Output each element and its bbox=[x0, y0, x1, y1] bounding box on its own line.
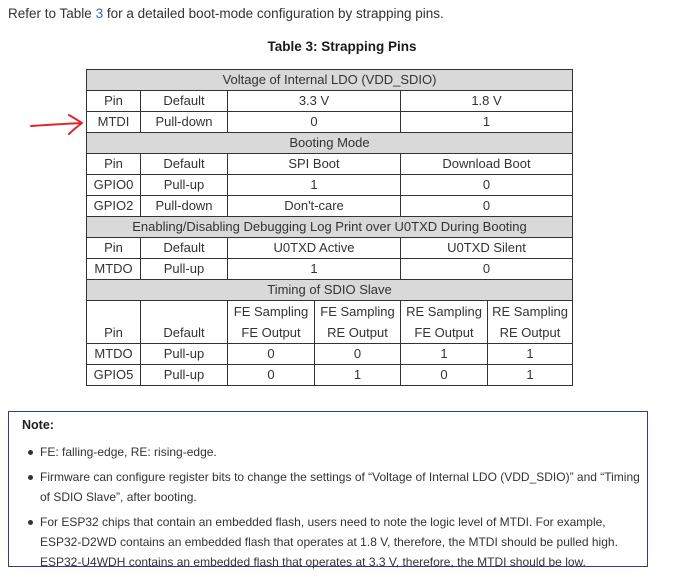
table-row bbox=[87, 344, 573, 365]
section-title-boot: Booting Mode bbox=[87, 133, 573, 154]
cell: 1 bbox=[488, 365, 573, 386]
red-arrow-annotation-icon bbox=[29, 113, 85, 137]
header-line-1: FE Sampling bbox=[320, 304, 395, 319]
intro-sentence bbox=[8, 6, 444, 21]
cell: 0 bbox=[401, 365, 488, 386]
intro-prefix: Refer to Table bbox=[8, 6, 96, 21]
table-caption: Table 3: Strapping Pins bbox=[267, 39, 417, 54]
cell: MTDO bbox=[87, 344, 141, 365]
cell: 0 bbox=[228, 365, 315, 386]
table-row bbox=[87, 365, 573, 386]
intro-suffix: for a detailed boot-mode configuration by strapping pins. bbox=[103, 6, 444, 21]
cell: 0 bbox=[315, 344, 401, 365]
header-cell: U0TXD Silent bbox=[401, 238, 573, 259]
header-cell: Pin bbox=[87, 91, 141, 112]
header-cell: Default bbox=[141, 91, 228, 112]
cell: 1 bbox=[315, 365, 401, 386]
note-text: Firmware can configure register bits to change the settings of “Voltage of Internal LDO (VDD_SDIO)” and “Timing of SDIO Slave”, after booting. bbox=[40, 470, 640, 504]
table-row bbox=[87, 196, 573, 217]
header-cell: 3.3 V bbox=[228, 91, 401, 112]
header-line-1: RE Sampling bbox=[406, 304, 482, 319]
header-line-1: FE Sampling bbox=[233, 304, 309, 319]
table-row bbox=[87, 259, 573, 280]
cell: 1 bbox=[228, 175, 401, 196]
header-cell: Default bbox=[141, 301, 228, 344]
column-header-row bbox=[87, 154, 573, 175]
cell: 0 bbox=[228, 344, 315, 365]
cell: MTDO bbox=[87, 259, 141, 280]
header-line-2: FE Output bbox=[241, 325, 301, 340]
note-text: For ESP32 chips that contain an embedded flash, users need to note the logic level of MTDI. For example, ESP32-D2WD contains an embedded flash that operates at 1.8 V, therefore, the MTDI should be pulled high. ESP32-U4WDH contains an embedded flash that operates at 3.3 V, therefore, the MTDI should be low. bbox=[40, 515, 618, 569]
header-line-2: RE Output bbox=[327, 325, 388, 340]
list-item bbox=[40, 442, 642, 462]
cell: GPIO0 bbox=[87, 175, 141, 196]
cell: 1 bbox=[401, 344, 488, 365]
section-header-row bbox=[87, 70, 573, 91]
bullet-icon bbox=[28, 520, 33, 525]
header-cell: Default bbox=[141, 154, 228, 175]
cell: 0 bbox=[228, 112, 401, 133]
header-cell-fe-fe bbox=[228, 301, 315, 344]
table-reference-link[interactable]: 3 bbox=[95, 6, 104, 21]
note-title: Note: bbox=[22, 418, 54, 432]
cell: Pull-down bbox=[141, 196, 228, 217]
cell: Pull-up bbox=[141, 175, 228, 196]
section-header-row bbox=[87, 133, 573, 154]
note-list bbox=[40, 442, 642, 577]
header-cell: Pin bbox=[87, 154, 141, 175]
cell: Pull-up bbox=[141, 344, 228, 365]
header-cell: Download Boot bbox=[401, 154, 573, 175]
table-row bbox=[87, 175, 573, 196]
header-cell: 1.8 V bbox=[401, 91, 573, 112]
cell: 1 bbox=[401, 112, 573, 133]
bullet-icon bbox=[28, 475, 33, 480]
column-header-row bbox=[87, 238, 573, 259]
header-line-2: RE Output bbox=[499, 325, 561, 340]
header-line-2: FE Output bbox=[414, 325, 474, 340]
cell: 1 bbox=[228, 259, 401, 280]
section-title-sdio: Timing of SDIO Slave bbox=[87, 280, 573, 301]
cell: 0 bbox=[401, 196, 573, 217]
cell: GPIO5 bbox=[87, 365, 141, 386]
header-cell-re-re bbox=[488, 301, 573, 344]
header-cell: Default bbox=[141, 238, 228, 259]
bullet-icon bbox=[28, 450, 33, 455]
cell: 0 bbox=[401, 175, 573, 196]
strapping-pins-table bbox=[86, 69, 573, 386]
list-item bbox=[40, 512, 642, 572]
cell: 1 bbox=[488, 344, 573, 365]
header-cell: Pin bbox=[87, 238, 141, 259]
header-cell: Pin bbox=[87, 301, 141, 344]
cell: Pull-up bbox=[141, 259, 228, 280]
cell: Pull-down bbox=[141, 112, 228, 133]
header-cell: SPI Boot bbox=[228, 154, 401, 175]
section-header-row bbox=[87, 280, 573, 301]
list-item bbox=[40, 467, 642, 507]
note-box bbox=[8, 411, 648, 567]
header-cell-re-fe bbox=[401, 301, 488, 344]
table-row bbox=[87, 112, 573, 133]
cell: Pull-up bbox=[141, 365, 228, 386]
cell: Don't-care bbox=[228, 196, 401, 217]
header-cell-fe-re bbox=[315, 301, 401, 344]
cell: 0 bbox=[401, 259, 573, 280]
header-line-1: RE Sampling bbox=[492, 304, 568, 319]
section-title-log: Enabling/Disabling Debugging Log Print over U0TXD During Booting bbox=[87, 217, 573, 238]
note-text: FE: falling-edge, RE: rising-edge. bbox=[40, 445, 217, 459]
header-cell: U0TXD Active bbox=[228, 238, 401, 259]
section-header-row bbox=[87, 217, 573, 238]
section-title-ldo: Voltage of Internal LDO (VDD_SDIO) bbox=[87, 70, 573, 91]
cell: GPIO2 bbox=[87, 196, 141, 217]
cell: MTDI bbox=[87, 112, 141, 133]
column-header-row bbox=[87, 91, 573, 112]
